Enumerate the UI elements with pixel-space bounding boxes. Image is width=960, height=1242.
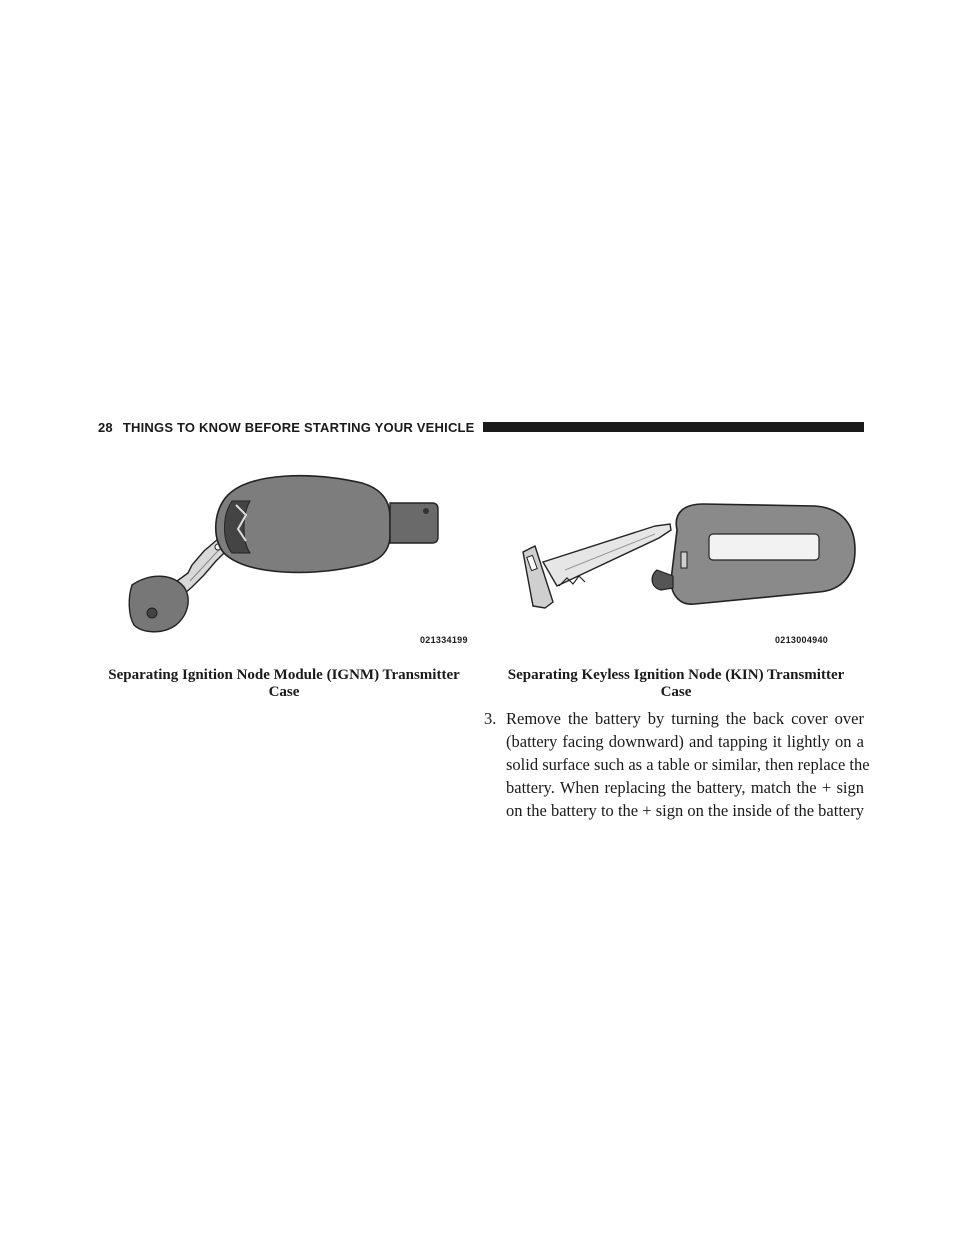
ignm-transmitter-illustration <box>100 455 470 645</box>
step-line-4: battery. When replacing the battery, match the + sign <box>506 778 864 797</box>
step-line-2: (battery facing downward) and tapping it lightly on a <box>506 732 864 751</box>
ignm-caption-line2: Case <box>268 684 300 700</box>
kin-transmitter-illustration <box>505 490 865 640</box>
kin-caption-line2: Case <box>660 684 692 700</box>
kin-caption <box>488 667 864 701</box>
ignm-figure-code: 021334199 <box>420 635 468 645</box>
ignm-caption-line1: Separating Ignition Node Module (IGNM) Transmitter <box>108 667 460 683</box>
ignm-connector <box>390 503 438 543</box>
header-rule <box>483 422 864 432</box>
step-line-3: solid surface such as a table or similar, then replace the <box>506 755 870 774</box>
kin-label-window <box>709 534 819 560</box>
step-line-1: Remove the battery by turning the back cover over <box>506 709 864 728</box>
ignm-key-head <box>129 576 188 632</box>
kin-figure-code: 0213004940 <box>775 635 829 645</box>
kin-caption-line1: Separating Keyless Ignition Node (KIN) Transmitter <box>507 667 845 683</box>
step-number: 3. <box>484 709 497 728</box>
step-line-5: on the battery to the + sign on the inside of the battery <box>506 801 864 820</box>
kin-key-head <box>523 546 553 608</box>
page-header <box>98 418 864 436</box>
kin-figure <box>505 490 865 645</box>
page-number: 28 <box>98 419 113 435</box>
section-title: THINGS TO KNOW BEFORE STARTING YOUR VEHICLE <box>122 419 475 435</box>
ignm-figure <box>100 455 470 645</box>
step-3 <box>484 707 870 822</box>
ignm-caption <box>98 667 470 701</box>
